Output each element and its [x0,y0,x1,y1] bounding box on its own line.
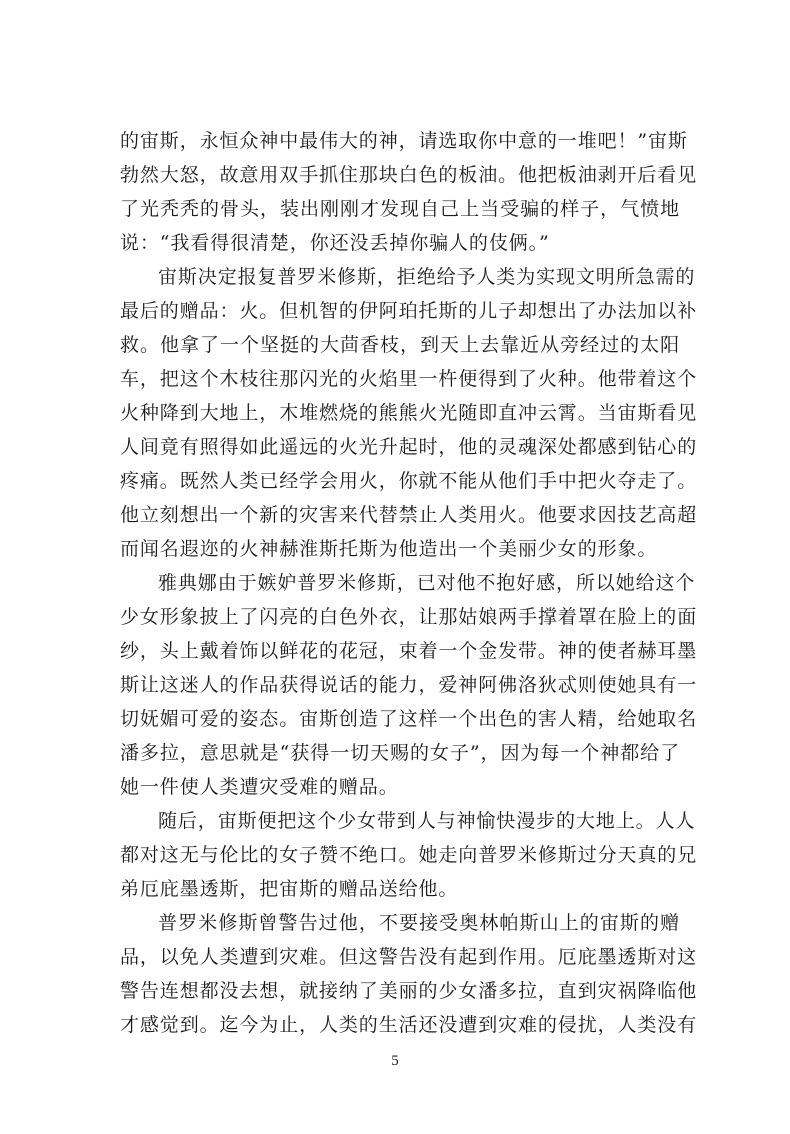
paragraph-first-line: 宙斯决定报复普罗米修斯，拒绝给予人类为实现文明所急需的 [158,266,696,288]
text-line: 疼痛。既然人类已经学会用火，你就不能从他们手中把火夺走了。 [120,470,698,492]
text-line: 他立刻想出一个新的灾害来代替禁止人类用火。他要求因技艺高超 [120,504,698,526]
text-line: 而闻名遐迩的火神赫淮斯托斯为他造出一个美丽少女的形象。 [120,538,658,560]
text-line: 救。他拿了一个坚挺的大茴香枝，到天上去靠近从旁经过的太阳 [120,334,680,356]
text-line: 品，以免人类遭到灾难。但这警告没有起到作用。厄庇墨透斯对这 [120,946,698,968]
text-line: 纱，头上戴着饰以鲜花的花冠，束着一个金发带。神的使者赫耳墨 [120,640,698,662]
text-line: 了光秃秃的骨头，装出刚刚才发现自己上当受骗的样子，气愤地 [120,198,680,220]
text-line: 最后的赠品：火。但机智的伊阿珀托斯的儿子却想出了办法加以补 [120,300,698,322]
text-line: 都对这无与伦比的女子赞不绝口。她走向普罗米修斯过分天真的兄 [120,844,698,866]
paragraph-first-line: 普罗米修斯曾警告过他，不要接受奥林帕斯山上的宙斯的赠 [158,912,680,934]
text-line: 说：“我看得很清楚，你还没丢掉你骗人的伎俩。” [120,232,550,254]
paragraph-first-line: 雅典娜由于嫉妒普罗米修斯，已对他不抱好感，所以她给这个 [158,572,696,594]
text-line: 火种降到大地上，木堆燃烧的熊熊火光随即直冲云霄。当宙斯看见 [120,402,698,424]
page-number: 5 [391,1053,399,1069]
text-line: 斯让这迷人的作品获得说话的能力，爱神阿佛洛狄忒则使她具有一 [120,674,698,696]
text-line: 车，把这个木枝往那闪光的火焰里一杵便得到了火种。他带着这个 [120,368,698,390]
text-line: 的宙斯，永恒众神中最伟大的神，请选取你中意的一堆吧！”宙斯 [120,130,688,152]
text-line: 弟厄庇墨透斯，把宙斯的赠品送给他。 [120,878,459,900]
text-line: 潘多拉，意思就是“获得一切天赐的女子”，因为每一个神都给了 [120,742,680,764]
text-line: 警告连想都没去想，就接纳了美丽的少女潘多拉，直到灾祸降临他 [120,980,698,1002]
text-line: 切妩媚可爱的姿态。宙斯创造了这样一个出色的害人精，给她取名 [120,708,698,730]
text-line: 才感觉到。迄今为止，人类的生活还没遭到灾难的侵扰，人类没有 [120,1014,698,1036]
text-line: 她一件使人类遭灾受难的赠品。 [120,776,399,798]
text-line: 人间竟有照得如此遥远的火光升起时，他的灵魂深处都感到钻心的 [120,436,698,458]
text-line: 少女形象披上了闪亮的白色外衣，让那姑娘两手撑着罩在脸上的面 [120,606,698,628]
text-line: 勃然大怒，故意用双手抓住那块白色的板油。他把板油剥开后看见 [120,164,698,186]
paragraph-first-line: 随后，宙斯便把这个少女带到人与神愉快漫步的大地上。人人 [158,810,696,832]
